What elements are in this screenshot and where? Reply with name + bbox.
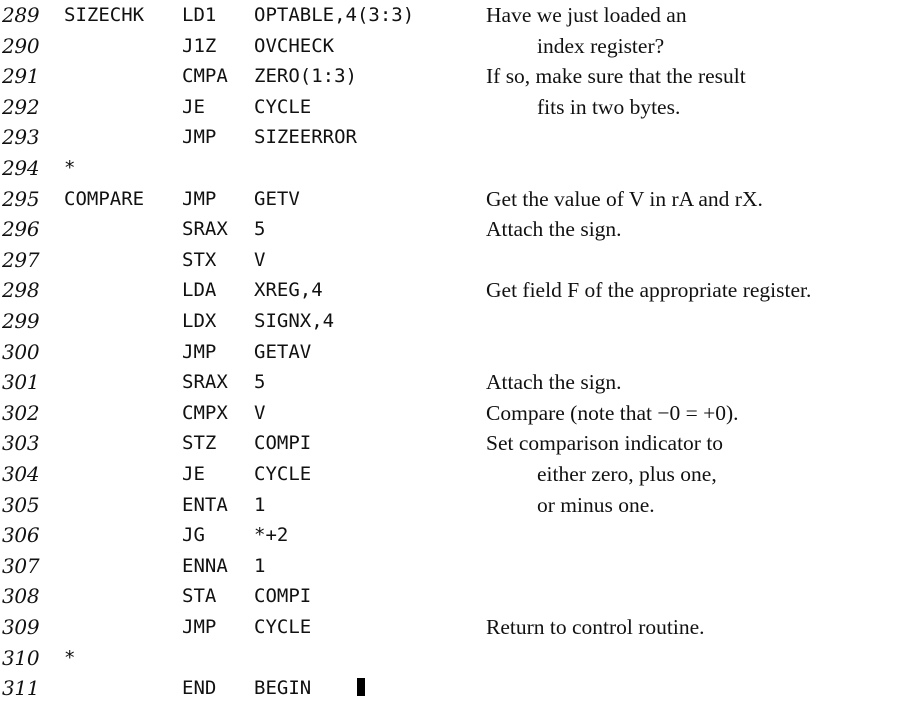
line-number: 289 <box>2 3 40 27</box>
line-number: 292 <box>2 94 40 119</box>
line-number: 308 <box>2 584 40 609</box>
code-address: CYCLE <box>254 95 312 118</box>
code-comment: Get the value of V in rA and rX. <box>486 186 763 211</box>
code-address: ZERO(1:3) <box>254 65 357 88</box>
code-comment: If so, make sure that the result <box>486 64 746 89</box>
code-opcode: ENTA <box>182 493 228 516</box>
code-address: BEGIN <box>254 677 312 700</box>
code-label: * <box>64 157 76 179</box>
code-line <box>0 153 915 184</box>
code-opcode: LDA <box>182 279 217 302</box>
code-line <box>0 673 915 704</box>
code-opcode: JE <box>182 95 205 118</box>
code-line <box>0 31 915 62</box>
code-label: * <box>64 646 76 669</box>
code-opcode: CMPA <box>182 65 228 88</box>
line-number: 295 <box>2 186 40 211</box>
line-number: 291 <box>2 64 40 89</box>
code-address: V <box>254 401 266 424</box>
code-line <box>0 275 915 306</box>
code-address: 5 <box>254 218 266 241</box>
code-line <box>0 551 915 582</box>
code-address: SIGNX,4 <box>254 310 335 332</box>
code-line <box>0 92 915 123</box>
code-comment: Attach the sign. <box>486 370 622 395</box>
code-comment: Compare (note that −0 = +0). <box>486 400 739 425</box>
code-label: COMPARE <box>64 187 145 210</box>
code-line <box>0 643 915 674</box>
line-number: 302 <box>2 400 40 425</box>
code-address: 1 <box>254 493 266 516</box>
line-number: 298 <box>2 278 40 303</box>
code-address: 5 <box>254 371 266 394</box>
code-comment: Set comparison indicator to <box>486 431 724 456</box>
code-opcode: J1Z <box>182 34 217 57</box>
line-number: 309 <box>2 615 40 639</box>
code-opcode: LD1 <box>182 4 217 26</box>
code-opcode: LDX <box>182 310 217 332</box>
code-address: OPTABLE,4(3:3) <box>254 4 415 26</box>
code-address: COMPI <box>254 585 312 608</box>
line-number: 294 <box>2 156 40 180</box>
code-opcode: STX <box>182 248 217 271</box>
code-opcode: JMP <box>182 340 217 363</box>
code-address: COMPI <box>254 432 312 455</box>
code-address: GETAV <box>254 340 312 363</box>
code-line <box>0 612 915 643</box>
line-number: 290 <box>2 33 40 58</box>
line-number: 301 <box>2 370 40 395</box>
code-address: *+2 <box>254 524 289 547</box>
line-number: 299 <box>2 309 40 333</box>
code-comment: Attach the sign. <box>486 217 622 242</box>
code-line <box>0 214 915 245</box>
code-comment: fits in two bytes. <box>537 94 681 119</box>
code-line <box>0 61 915 92</box>
line-number: 306 <box>2 523 40 548</box>
code-address: CYCLE <box>254 463 312 485</box>
line-number: 305 <box>2 492 40 517</box>
code-opcode: JG <box>182 524 205 547</box>
code-line <box>0 520 915 551</box>
code-line <box>0 398 915 429</box>
line-number: 296 <box>2 217 40 242</box>
code-address: GETV <box>254 187 300 210</box>
code-opcode: CMPX <box>182 401 228 424</box>
code-line <box>0 245 915 276</box>
end-of-program-mark <box>357 678 365 696</box>
code-comment: or minus one. <box>537 492 655 517</box>
code-address: V <box>254 248 266 271</box>
line-number: 311 <box>2 676 40 701</box>
code-opcode: ENNA <box>182 554 228 577</box>
code-address: SIZEERROR <box>254 126 357 149</box>
code-address: CYCLE <box>254 616 312 638</box>
code-line <box>0 367 915 398</box>
code-line <box>0 122 915 153</box>
code-label: SIZECHK <box>64 4 145 26</box>
line-number: 303 <box>2 431 40 456</box>
line-number: 300 <box>2 339 40 364</box>
code-comment: either zero, plus one, <box>537 462 717 486</box>
code-comment: Get field F of the appropriate register. <box>486 278 812 303</box>
code-address: OVCHECK <box>254 34 335 57</box>
code-line <box>0 490 915 521</box>
code-line <box>0 337 915 368</box>
line-number: 307 <box>2 553 40 578</box>
code-opcode: SRAX <box>182 371 228 394</box>
code-address: 1 <box>254 554 266 577</box>
code-opcode: JE <box>182 463 205 485</box>
line-number: 293 <box>2 125 40 150</box>
code-comment: index register? <box>537 33 665 58</box>
code-opcode: JMP <box>182 187 217 210</box>
code-line <box>0 459 915 490</box>
code-comment: Return to control routine. <box>486 615 705 639</box>
code-opcode: JMP <box>182 616 217 638</box>
line-number: 310 <box>2 645 40 670</box>
code-opcode: END <box>182 677 217 700</box>
code-opcode: SRAX <box>182 218 228 241</box>
code-opcode: STA <box>182 585 217 608</box>
code-comment: Have we just loaded an <box>486 3 687 27</box>
code-line <box>0 0 915 31</box>
code-line <box>0 428 915 459</box>
code-line <box>0 306 915 337</box>
code-line <box>0 581 915 612</box>
code-line <box>0 184 915 215</box>
code-opcode: JMP <box>182 126 217 149</box>
code-opcode: STZ <box>182 432 217 455</box>
line-number: 297 <box>2 247 40 272</box>
line-number: 304 <box>2 462 40 486</box>
code-address: XREG,4 <box>254 279 323 302</box>
